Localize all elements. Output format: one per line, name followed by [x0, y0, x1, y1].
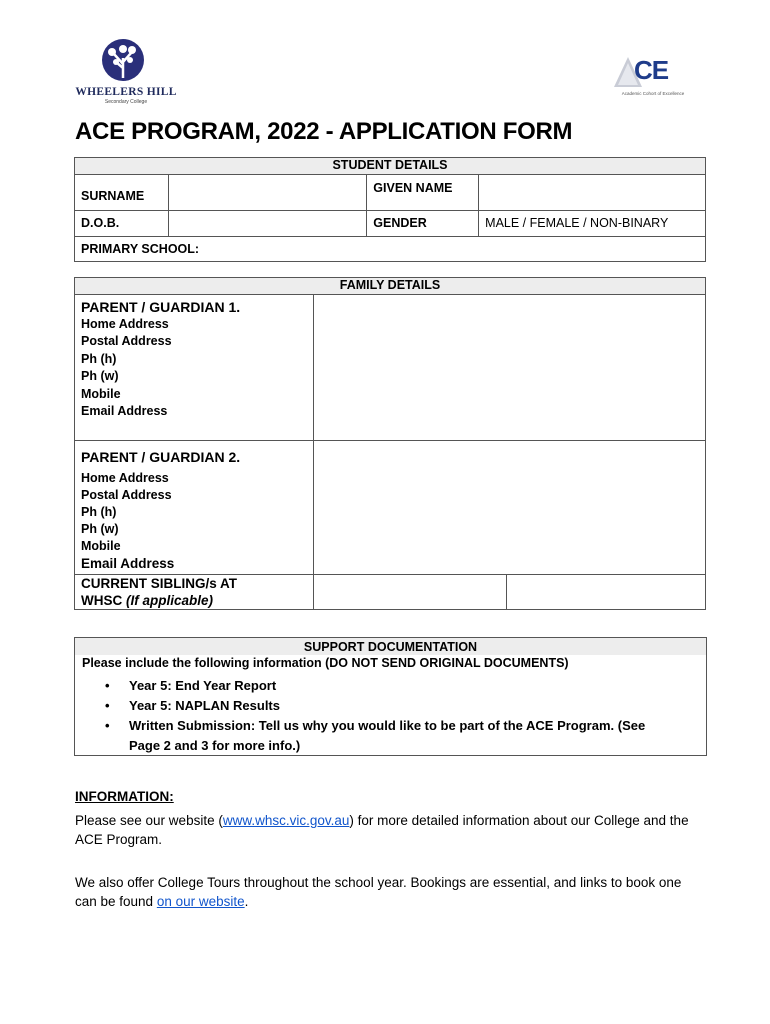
dob-label: D.O.B.	[75, 211, 169, 237]
form-title: ACE PROGRAM, 2022 - APPLICATION FORM	[75, 118, 573, 145]
information-heading: INFORMATION:	[75, 789, 174, 804]
surname-label: SURNAME	[75, 175, 169, 211]
gender-label: GENDER	[367, 211, 479, 237]
info-p2-text-b: .	[244, 894, 249, 909]
parent2-mobile-label: Mobile	[81, 539, 121, 553]
parent1-labels	[75, 295, 314, 441]
parent1-mobile-label: Mobile	[81, 386, 121, 401]
website-link[interactable]: www.whsc.vic.gov.au	[222, 813, 350, 828]
parent1-home-address-label: Home Address	[81, 317, 169, 331]
school-logo	[70, 38, 182, 106]
parent2-home-address-label: Home Address	[81, 471, 169, 485]
list-item: • Year 5: NAPLAN Results	[105, 698, 280, 713]
parent2-postal-address-label: Postal Address	[81, 488, 172, 502]
info-p2-text-a: We also offer College Tours throughout the school year. Bookings are essential, and links to book one can be found	[75, 875, 682, 909]
support-documentation-header: SUPPORT DOCUMENTATION	[75, 638, 706, 655]
parent1-email-label: Email Address	[81, 404, 168, 419]
info-p1-text-a: Please see our website (	[75, 813, 223, 828]
parent2-details-field[interactable]	[314, 441, 706, 575]
parent1-phone-work-label: Ph (w)	[81, 369, 119, 384]
school-emblem-icon	[98, 38, 148, 84]
sibling-label-line1: CURRENT SIBLING/s AT	[81, 576, 238, 591]
parent1-details-field[interactable]	[314, 295, 706, 441]
primary-school-field[interactable]: PRIMARY SCHOOL:	[75, 237, 706, 262]
surname-field[interactable]	[168, 175, 367, 211]
support-item-written-submission: Written Submission: Tell us why you would like to be part of the ACE Program. (See Page 2 and 3 for more info.)	[129, 718, 646, 753]
sibling-note: (If applicable)	[126, 593, 214, 608]
student-details-header: STUDENT DETAILS	[75, 158, 706, 175]
sibling-label	[75, 575, 314, 610]
parent1-postal-address-label: Postal Address	[81, 334, 172, 349]
ace-wordmark: CE	[634, 55, 669, 85]
family-details-header: FAMILY DETAILS	[75, 278, 706, 295]
support-list	[75, 676, 669, 756]
parent1-title: PARENT / GUARDIAN 1.	[81, 299, 241, 315]
info-p1-text-b: ) for more detailed information about our College and the ACE Program.	[75, 813, 689, 847]
information-paragraph-1	[75, 811, 695, 849]
list-item: • Year 5: End Year Report	[105, 678, 277, 693]
parent2-labels	[75, 441, 314, 575]
gender-options[interactable]: MALE / FEMALE / NON-BINARY	[479, 211, 706, 237]
tours-website-link[interactable]: on our website	[156, 894, 245, 909]
support-intro: Please include the following information (DO NOT SEND ORIGINAL DOCUMENTS)	[82, 656, 569, 670]
parent2-title: PARENT / GUARDIAN 2.	[81, 449, 241, 465]
support-item-naplan: Year 5: NAPLAN Results	[129, 698, 280, 713]
parent2-phone-home-label: Ph (h)	[81, 505, 117, 519]
sibling-name-field[interactable]	[314, 575, 507, 610]
school-subtitle: Secondary College	[104, 99, 148, 105]
list-item: • Written Submission: Tell us why you would like to be part of the ACE Program. (See Page 2 and 3 for more info.)	[105, 718, 646, 753]
parent2-email-label: Email Address	[81, 556, 175, 571]
family-details-table	[74, 277, 706, 610]
given-name-label: GIVEN NAME	[367, 175, 479, 211]
parent1-phone-home-label: Ph (h)	[81, 351, 117, 366]
parent2-phone-work-label: Ph (w)	[81, 522, 119, 536]
support-documentation-box	[74, 637, 707, 756]
support-item-end-year-report: Year 5: End Year Report	[129, 678, 277, 693]
information-paragraph-2	[75, 873, 695, 911]
ace-logo	[608, 55, 692, 103]
ace-tagline: Academic Cohort of Excellence	[621, 91, 685, 96]
dob-field[interactable]	[168, 211, 367, 237]
school-name: WHEELERS HILL	[75, 86, 177, 98]
student-details-table	[74, 157, 706, 262]
sibling-label-line2: WHSC	[81, 593, 123, 608]
sibling-year-field[interactable]	[507, 575, 706, 610]
given-name-field[interactable]	[479, 175, 706, 211]
